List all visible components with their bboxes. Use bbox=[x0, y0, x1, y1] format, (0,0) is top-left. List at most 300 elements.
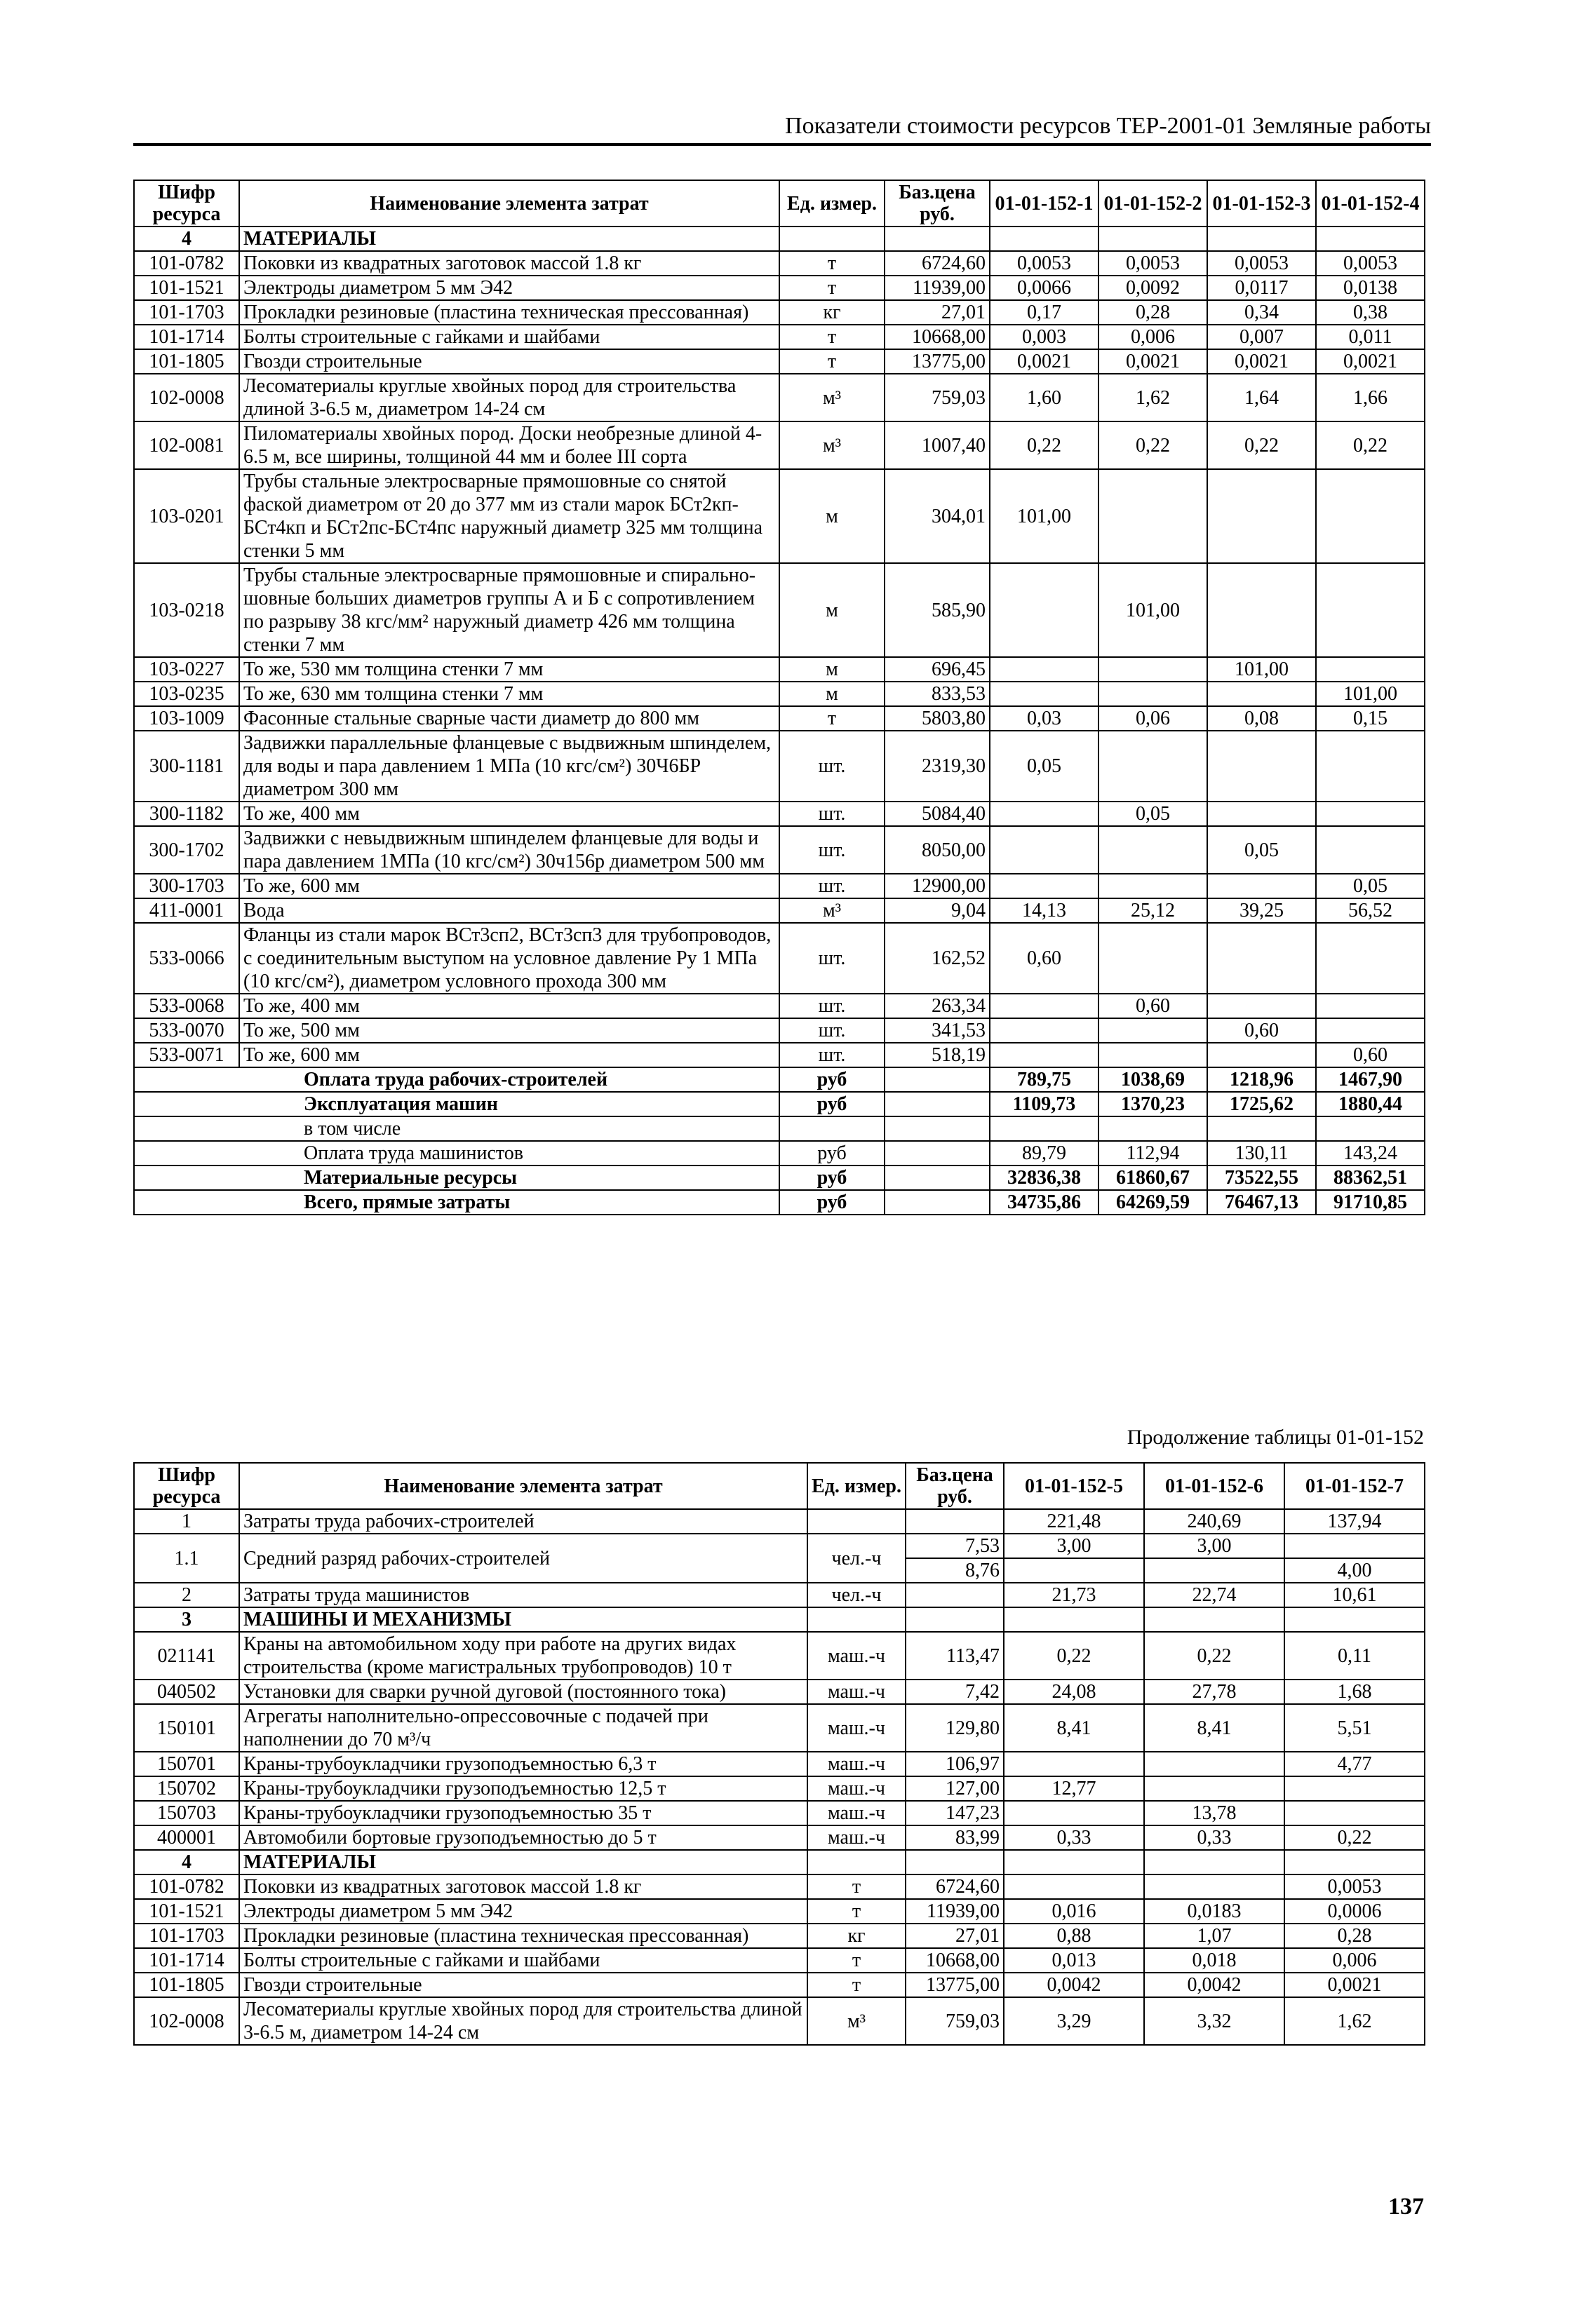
summary-value-3: 130,11 bbox=[1207, 1141, 1316, 1166]
summary-value-2: 64269,59 bbox=[1098, 1190, 1207, 1215]
row-value-3 bbox=[1207, 682, 1316, 706]
row-value-5: 0,016 bbox=[1004, 1899, 1144, 1924]
row-code: 101-1703 bbox=[134, 1924, 239, 1948]
summary-unit: руб bbox=[779, 1166, 885, 1190]
row-unit: т bbox=[779, 251, 885, 276]
row-value-7: 0,0006 bbox=[1284, 1899, 1425, 1924]
row-value-3: 0,22 bbox=[1207, 421, 1316, 469]
summary-blank bbox=[134, 1116, 239, 1141]
header-price: Баз.цена руб. bbox=[885, 180, 990, 227]
row-value-2 bbox=[1098, 826, 1207, 874]
row-unit: м³ bbox=[779, 374, 885, 421]
header-price: Баз.цена руб. bbox=[906, 1463, 1004, 1509]
row-unit: шт. bbox=[779, 923, 885, 994]
table-row bbox=[134, 706, 1425, 731]
header-col-1: 01-01-152-1 bbox=[990, 180, 1098, 227]
row-name: Фланцы из стали марок ВСт3сп2, ВСт3сп3 для трубопроводов, с соединительным выступом на условное давление Ру 1 МПа (10 кгс/см²), диаметром условного прохода 300 мм bbox=[239, 923, 779, 994]
section-name: МАШИНЫ И МЕХАНИЗМЫ bbox=[239, 1607, 807, 1632]
row-value-7: 5,51 bbox=[1284, 1704, 1425, 1752]
row-price: 263,34 bbox=[885, 994, 990, 1018]
header-name: Наименование элемента затрат bbox=[239, 180, 779, 227]
summary-name: Эксплуатация машин bbox=[239, 1092, 779, 1116]
rank-value-6: 3,00 bbox=[1144, 1534, 1284, 1558]
row-code: 103-0235 bbox=[134, 682, 239, 706]
summary-blank bbox=[134, 1166, 239, 1190]
row-value-3 bbox=[1207, 802, 1316, 826]
row-unit: шт. bbox=[779, 731, 885, 802]
row-code: 102-0081 bbox=[134, 421, 239, 469]
row-price: 127,00 bbox=[906, 1776, 1004, 1801]
row-value-3: 0,08 bbox=[1207, 706, 1316, 731]
row-price: 27,01 bbox=[885, 300, 990, 325]
row-name: Краны-трубоукладчики грузоподъемностью 35 т bbox=[239, 1801, 807, 1825]
row-name: Лесоматериалы круглые хвойных пород для строительства длиной 3-6.5 м, диаметром 14-24 см bbox=[239, 1997, 807, 2045]
row-code: 103-1009 bbox=[134, 706, 239, 731]
row-name: Поковки из квадратных заготовок массой 1.8 кг bbox=[239, 1874, 807, 1899]
row-price: 7,42 bbox=[906, 1680, 1004, 1704]
row-name: Прокладки резиновые (пластина техническая прессованная) bbox=[239, 300, 779, 325]
summary-row bbox=[134, 1141, 1425, 1166]
row-value-1: 0,0066 bbox=[990, 276, 1098, 300]
row-value-2: 0,22 bbox=[1098, 421, 1207, 469]
summary-value-4: 88362,51 bbox=[1316, 1166, 1425, 1190]
row-name: Задвижки параллельные фланцевые с выдвижным шпинделем, для воды и пара давлением 1 МПа (10 кгс/см²) 30Ч6БР диаметром 300 мм bbox=[239, 731, 779, 802]
row-value-6: 0,22 bbox=[1144, 1632, 1284, 1680]
row-name: Лесоматериалы круглые хвойных пород для строительства длиной 3-6.5 м, диаметром 14-24 см bbox=[239, 374, 779, 421]
rank-value-7: 4,00 bbox=[1284, 1558, 1425, 1583]
row-unit: маш.-ч bbox=[807, 1704, 906, 1752]
row-code: 101-1521 bbox=[134, 1899, 239, 1924]
row-value-1 bbox=[990, 1043, 1098, 1067]
row-code: 101-1805 bbox=[134, 1973, 239, 1997]
row-value-4: 0,60 bbox=[1316, 1043, 1425, 1067]
row-value-5 bbox=[1004, 1874, 1144, 1899]
row-value-7: 0,0021 bbox=[1284, 1973, 1425, 1997]
row-value-5: 0,013 bbox=[1004, 1948, 1144, 1973]
row-name: То же, 400 мм bbox=[239, 802, 779, 826]
summary-blank bbox=[134, 1067, 239, 1092]
table-row bbox=[134, 1043, 1425, 1067]
row-code: 150703 bbox=[134, 1801, 239, 1825]
row-unit: маш.-ч bbox=[807, 1632, 906, 1680]
summary-value-1: 32836,38 bbox=[990, 1166, 1098, 1190]
row-value-2: 0,0092 bbox=[1098, 276, 1207, 300]
row-name: Поковки из квадратных заготовок массой 1.8 кг bbox=[239, 251, 779, 276]
row-value-3: 0,60 bbox=[1207, 1018, 1316, 1043]
table-row bbox=[134, 1825, 1425, 1850]
summary-unit: руб bbox=[779, 1092, 885, 1116]
table-row bbox=[134, 325, 1425, 349]
row-name: Задвижки с невыдвижным шпинделем фланцевые для воды и пара давлением 1МПа (10 кгс/см²) 30ч156р диаметром 500 мм bbox=[239, 826, 779, 874]
row-price: 5803,80 bbox=[885, 706, 990, 731]
row-unit: шт. bbox=[779, 802, 885, 826]
row-unit: т bbox=[779, 706, 885, 731]
row-value-3: 101,00 bbox=[1207, 657, 1316, 682]
summary-value-2: 1038,69 bbox=[1098, 1067, 1207, 1092]
table-row bbox=[134, 802, 1425, 826]
summary-price bbox=[885, 1190, 990, 1215]
header-col-2: 01-01-152-2 bbox=[1098, 180, 1207, 227]
row-name: То же, 400 мм bbox=[239, 994, 779, 1018]
row-value-1: 0,0021 bbox=[990, 349, 1098, 374]
row-name: Установки для сварки ручной дуговой (постоянного тока) bbox=[239, 1680, 807, 1704]
row-price: 27,01 bbox=[906, 1924, 1004, 1948]
row-value-5: 3,29 bbox=[1004, 1997, 1144, 2045]
row-price: 304,01 bbox=[885, 469, 990, 563]
row-value-1: 0,60 bbox=[990, 923, 1098, 994]
section-row bbox=[134, 1850, 1425, 1874]
row-value-7: 0,0053 bbox=[1284, 1874, 1425, 1899]
rank-row bbox=[134, 1534, 1425, 1558]
table-row bbox=[134, 898, 1425, 923]
row-value-7: 137,94 bbox=[1284, 1509, 1425, 1534]
row-value-6: 0,018 bbox=[1144, 1948, 1284, 1973]
row-code: 101-1521 bbox=[134, 276, 239, 300]
row-value-6: 3,32 bbox=[1144, 1997, 1284, 2045]
row-value-4: 0,15 bbox=[1316, 706, 1425, 731]
row-name: Пиломатериалы хвойных пород. Доски необрезные длиной 4-6.5 м, все ширины, толщиной 44 мм и более III сорта bbox=[239, 421, 779, 469]
row-value-7 bbox=[1284, 1776, 1425, 1801]
row-value-2 bbox=[1098, 682, 1207, 706]
summary-price bbox=[885, 1141, 990, 1166]
table-row bbox=[134, 682, 1425, 706]
summary-price bbox=[885, 1092, 990, 1116]
summary-row bbox=[134, 1116, 1425, 1141]
row-value-2: 1,62 bbox=[1098, 374, 1207, 421]
summary-value-4 bbox=[1316, 1116, 1425, 1141]
header-code: Шифр ресурса bbox=[134, 1463, 239, 1509]
row-value-5: 24,08 bbox=[1004, 1680, 1144, 1704]
row-value-3 bbox=[1207, 874, 1316, 898]
row-value-3 bbox=[1207, 923, 1316, 994]
row-name: Прокладки резиновые (пластина техническая прессованная) bbox=[239, 1924, 807, 1948]
row-value-3: 1,64 bbox=[1207, 374, 1316, 421]
row-value-1: 101,00 bbox=[990, 469, 1098, 563]
row-value-7: 0,28 bbox=[1284, 1924, 1425, 1948]
table-row bbox=[134, 1018, 1425, 1043]
row-value-7: 0,006 bbox=[1284, 1948, 1425, 1973]
row-value-2 bbox=[1098, 657, 1207, 682]
rank-price-a: 7,53 bbox=[906, 1534, 1004, 1558]
row-unit: м bbox=[779, 682, 885, 706]
rank-value-5: 3,00 bbox=[1004, 1534, 1144, 1558]
table-row bbox=[134, 276, 1425, 300]
row-price: 759,03 bbox=[906, 1997, 1004, 2045]
table-row bbox=[134, 563, 1425, 657]
row-name: Электроды диаметром 5 мм Э42 bbox=[239, 276, 779, 300]
row-unit: шт. bbox=[779, 994, 885, 1018]
section-code: 3 bbox=[134, 1607, 239, 1632]
row-value-1 bbox=[990, 563, 1098, 657]
row-code: 150101 bbox=[134, 1704, 239, 1752]
row-code: 1 bbox=[134, 1509, 239, 1534]
row-price: 11939,00 bbox=[885, 276, 990, 300]
row-value-5: 8,41 bbox=[1004, 1704, 1144, 1752]
summary-row bbox=[134, 1067, 1425, 1092]
row-unit: маш.-ч bbox=[807, 1801, 906, 1825]
row-unit: м³ bbox=[779, 421, 885, 469]
row-value-2: 0,05 bbox=[1098, 802, 1207, 826]
row-unit: шт. bbox=[779, 1018, 885, 1043]
summary-value-3: 73522,55 bbox=[1207, 1166, 1316, 1190]
row-value-1 bbox=[990, 874, 1098, 898]
row-price: 12900,00 bbox=[885, 874, 990, 898]
row-unit: м bbox=[779, 469, 885, 563]
resource-table-2 bbox=[133, 1462, 1425, 2046]
row-name: То же, 600 мм bbox=[239, 874, 779, 898]
row-value-1: 0,03 bbox=[990, 706, 1098, 731]
resource-table-1 bbox=[133, 180, 1425, 1215]
row-value-4: 0,38 bbox=[1316, 300, 1425, 325]
row-code: 300-1703 bbox=[134, 874, 239, 898]
row-unit: чел.-ч bbox=[807, 1583, 906, 1607]
row-value-1: 14,13 bbox=[990, 898, 1098, 923]
table-row bbox=[134, 421, 1425, 469]
row-price: 1007,40 bbox=[885, 421, 990, 469]
row-unit: м³ bbox=[779, 898, 885, 923]
row-value-1: 1,60 bbox=[990, 374, 1098, 421]
row-value-2: 25,12 bbox=[1098, 898, 1207, 923]
table-row bbox=[134, 1776, 1425, 1801]
row-code: 021141 bbox=[134, 1632, 239, 1680]
summary-name: в том числе bbox=[239, 1116, 779, 1141]
row-name: Гвозди строительные bbox=[239, 349, 779, 374]
row-value-6: 13,78 bbox=[1144, 1801, 1284, 1825]
row-value-3: 0,0117 bbox=[1207, 276, 1316, 300]
row-code: 533-0068 bbox=[134, 994, 239, 1018]
row-unit: т bbox=[807, 1899, 906, 1924]
row-unit: т bbox=[807, 1874, 906, 1899]
row-value-4: 101,00 bbox=[1316, 682, 1425, 706]
row-value-3 bbox=[1207, 994, 1316, 1018]
row-name: Трубы стальные электросварные прямошовные со снятой фаской диаметром от 20 до 377 мм из стали марок БСт2кп-БСт4кп и БСт2пс-БСт4пс наружный диаметр 325 мм толщина стенки 5 мм bbox=[239, 469, 779, 563]
row-value-1 bbox=[990, 1018, 1098, 1043]
row-name: Автомобили бортовые грузоподъемностью до 5 т bbox=[239, 1825, 807, 1850]
summary-value-1: 89,79 bbox=[990, 1141, 1098, 1166]
row-value-3: 0,0021 bbox=[1207, 349, 1316, 374]
header-name: Наименование элемента затрат bbox=[239, 1463, 807, 1509]
row-price: 83,99 bbox=[906, 1825, 1004, 1850]
row-code: 533-0071 bbox=[134, 1043, 239, 1067]
header-unit: Ед. измер. bbox=[779, 180, 885, 227]
row-value-2: 0,60 bbox=[1098, 994, 1207, 1018]
table-row bbox=[134, 469, 1425, 563]
row-unit: маш.-ч bbox=[807, 1752, 906, 1776]
row-value-7: 10,61 bbox=[1284, 1583, 1425, 1607]
row-value-3 bbox=[1207, 731, 1316, 802]
row-value-1: 0,22 bbox=[990, 421, 1098, 469]
row-value-4 bbox=[1316, 802, 1425, 826]
row-name: Гвозди строительные bbox=[239, 1973, 807, 1997]
row-code: 150702 bbox=[134, 1776, 239, 1801]
row-value-6: 240,69 bbox=[1144, 1509, 1284, 1534]
row-price: 10668,00 bbox=[906, 1948, 1004, 1973]
row-price: 6724,60 bbox=[885, 251, 990, 276]
row-code: 533-0070 bbox=[134, 1018, 239, 1043]
row-value-2: 101,00 bbox=[1098, 563, 1207, 657]
row-name: Затраты труда машинистов bbox=[239, 1583, 807, 1607]
table-row bbox=[134, 1704, 1425, 1752]
row-unit: т bbox=[807, 1948, 906, 1973]
row-price: 5084,40 bbox=[885, 802, 990, 826]
summary-price bbox=[885, 1166, 990, 1190]
row-price: 833,53 bbox=[885, 682, 990, 706]
table-row bbox=[134, 731, 1425, 802]
row-value-3: 0,007 bbox=[1207, 325, 1316, 349]
row-name: Краны-трубоукладчики грузоподъемностью 12,5 т bbox=[239, 1776, 807, 1801]
row-code: 040502 bbox=[134, 1680, 239, 1704]
row-value-3: 0,0053 bbox=[1207, 251, 1316, 276]
row-value-2 bbox=[1098, 1043, 1207, 1067]
continuation-caption: Продолжение таблицы 01-01-152 bbox=[1127, 1426, 1424, 1449]
row-code: 103-0201 bbox=[134, 469, 239, 563]
header-col-5: 01-01-152-5 bbox=[1004, 1463, 1144, 1509]
summary-value-1: 1109,73 bbox=[990, 1092, 1098, 1116]
row-unit: м bbox=[779, 563, 885, 657]
row-value-6: 8,41 bbox=[1144, 1704, 1284, 1752]
row-unit: т bbox=[779, 325, 885, 349]
table-row bbox=[134, 1899, 1425, 1924]
row-price bbox=[906, 1509, 1004, 1534]
row-value-5: 0,33 bbox=[1004, 1825, 1144, 1850]
row-value-4 bbox=[1316, 563, 1425, 657]
row-value-3: 0,05 bbox=[1207, 826, 1316, 874]
row-value-4 bbox=[1316, 1018, 1425, 1043]
row-value-7: 1,62 bbox=[1284, 1997, 1425, 2045]
summary-row bbox=[134, 1166, 1425, 1190]
summary-row bbox=[134, 1092, 1425, 1116]
row-value-1 bbox=[990, 657, 1098, 682]
row-value-4: 0,011 bbox=[1316, 325, 1425, 349]
table-row bbox=[134, 657, 1425, 682]
row-code: 102-0008 bbox=[134, 374, 239, 421]
summary-blank bbox=[134, 1141, 239, 1166]
row-value-6: 27,78 bbox=[1144, 1680, 1284, 1704]
row-value-2 bbox=[1098, 469, 1207, 563]
row-price: 13775,00 bbox=[885, 349, 990, 374]
row-value-2: 0,06 bbox=[1098, 706, 1207, 731]
summary-value-3 bbox=[1207, 1116, 1316, 1141]
row-name: Вода bbox=[239, 898, 779, 923]
row-code: 103-0227 bbox=[134, 657, 239, 682]
row-value-4: 1,66 bbox=[1316, 374, 1425, 421]
row-unit bbox=[807, 1509, 906, 1534]
row-name: Электроды диаметром 5 мм Э42 bbox=[239, 1899, 807, 1924]
row-value-6: 1,07 bbox=[1144, 1924, 1284, 1948]
row-value-5: 0,22 bbox=[1004, 1632, 1144, 1680]
row-code: 101-1703 bbox=[134, 300, 239, 325]
row-code: 300-1702 bbox=[134, 826, 239, 874]
row-unit: маш.-ч bbox=[807, 1825, 906, 1850]
row-value-1 bbox=[990, 682, 1098, 706]
row-value-3: 0,34 bbox=[1207, 300, 1316, 325]
rank-name: Средний разряд рабочих-строителей bbox=[239, 1534, 807, 1583]
row-value-5 bbox=[1004, 1801, 1144, 1825]
table-row bbox=[134, 1509, 1425, 1534]
summary-unit: руб bbox=[779, 1067, 885, 1092]
row-value-5 bbox=[1004, 1752, 1144, 1776]
header-col-6: 01-01-152-6 bbox=[1144, 1463, 1284, 1509]
summary-value-2: 112,94 bbox=[1098, 1141, 1207, 1166]
summary-value-1 bbox=[990, 1116, 1098, 1141]
table-row bbox=[134, 1801, 1425, 1825]
row-value-5: 221,48 bbox=[1004, 1509, 1144, 1534]
row-value-4 bbox=[1316, 923, 1425, 994]
row-value-7: 0,11 bbox=[1284, 1632, 1425, 1680]
summary-unit: руб bbox=[779, 1141, 885, 1166]
header-col-7: 01-01-152-7 bbox=[1284, 1463, 1425, 1509]
summary-name: Оплата труда рабочих-строителей bbox=[239, 1067, 779, 1092]
row-code: 400001 bbox=[134, 1825, 239, 1850]
row-value-6: 0,0042 bbox=[1144, 1973, 1284, 1997]
table-row bbox=[134, 874, 1425, 898]
row-price: 129,80 bbox=[906, 1704, 1004, 1752]
row-code: 101-1714 bbox=[134, 325, 239, 349]
summary-row bbox=[134, 1190, 1425, 1215]
summary-value-2: 1370,23 bbox=[1098, 1092, 1207, 1116]
row-name: То же, 600 мм bbox=[239, 1043, 779, 1067]
row-value-4: 56,52 bbox=[1316, 898, 1425, 923]
row-value-6 bbox=[1144, 1776, 1284, 1801]
header-col-4: 01-01-152-4 bbox=[1316, 180, 1425, 227]
summary-name: Материальные ресурсы bbox=[239, 1166, 779, 1190]
row-value-7: 1,68 bbox=[1284, 1680, 1425, 1704]
row-value-4 bbox=[1316, 657, 1425, 682]
row-code: 411-0001 bbox=[134, 898, 239, 923]
summary-value-2: 61860,67 bbox=[1098, 1166, 1207, 1190]
table-row bbox=[134, 1583, 1425, 1607]
summary-blank bbox=[134, 1190, 239, 1215]
row-unit: т bbox=[779, 276, 885, 300]
row-code: 101-0782 bbox=[134, 251, 239, 276]
row-value-3: 39,25 bbox=[1207, 898, 1316, 923]
row-value-1 bbox=[990, 826, 1098, 874]
row-value-5: 0,0042 bbox=[1004, 1973, 1144, 1997]
summary-value-3: 76467,13 bbox=[1207, 1190, 1316, 1215]
section-name: МАТЕРИАЛЫ bbox=[239, 227, 779, 251]
row-value-3 bbox=[1207, 563, 1316, 657]
row-name: То же, 500 мм bbox=[239, 1018, 779, 1043]
row-unit: м³ bbox=[807, 1997, 906, 2045]
row-code: 2 bbox=[134, 1583, 239, 1607]
row-name: То же, 630 мм толщина стенки 7 мм bbox=[239, 682, 779, 706]
row-name: Краны на автомобильном ходу при работе на других видах строительства (кроме магистральных трубопроводов) 10 т bbox=[239, 1632, 807, 1680]
table-row bbox=[134, 1973, 1425, 1997]
rank-price-b: 8,76 bbox=[906, 1558, 1004, 1583]
row-value-6: 0,0183 bbox=[1144, 1899, 1284, 1924]
row-price: 585,90 bbox=[885, 563, 990, 657]
row-value-3 bbox=[1207, 469, 1316, 563]
table-row bbox=[134, 251, 1425, 276]
row-price: 113,47 bbox=[906, 1632, 1004, 1680]
header-code: Шифр ресурса bbox=[134, 180, 239, 227]
row-code: 102-0008 bbox=[134, 1997, 239, 2045]
row-price: 6724,60 bbox=[906, 1874, 1004, 1899]
row-price: 696,45 bbox=[885, 657, 990, 682]
row-value-6 bbox=[1144, 1752, 1284, 1776]
header-unit: Ед. измер. bbox=[807, 1463, 906, 1509]
row-price: 162,52 bbox=[885, 923, 990, 994]
table-row bbox=[134, 1632, 1425, 1680]
summary-value-2 bbox=[1098, 1116, 1207, 1141]
summary-name: Оплата труда машинистов bbox=[239, 1141, 779, 1166]
row-unit: шт. bbox=[779, 826, 885, 874]
row-name: То же, 530 мм толщина стенки 7 мм bbox=[239, 657, 779, 682]
row-value-3 bbox=[1207, 1043, 1316, 1067]
table-row bbox=[134, 1948, 1425, 1973]
row-value-4 bbox=[1316, 826, 1425, 874]
table-row bbox=[134, 1997, 1425, 2045]
